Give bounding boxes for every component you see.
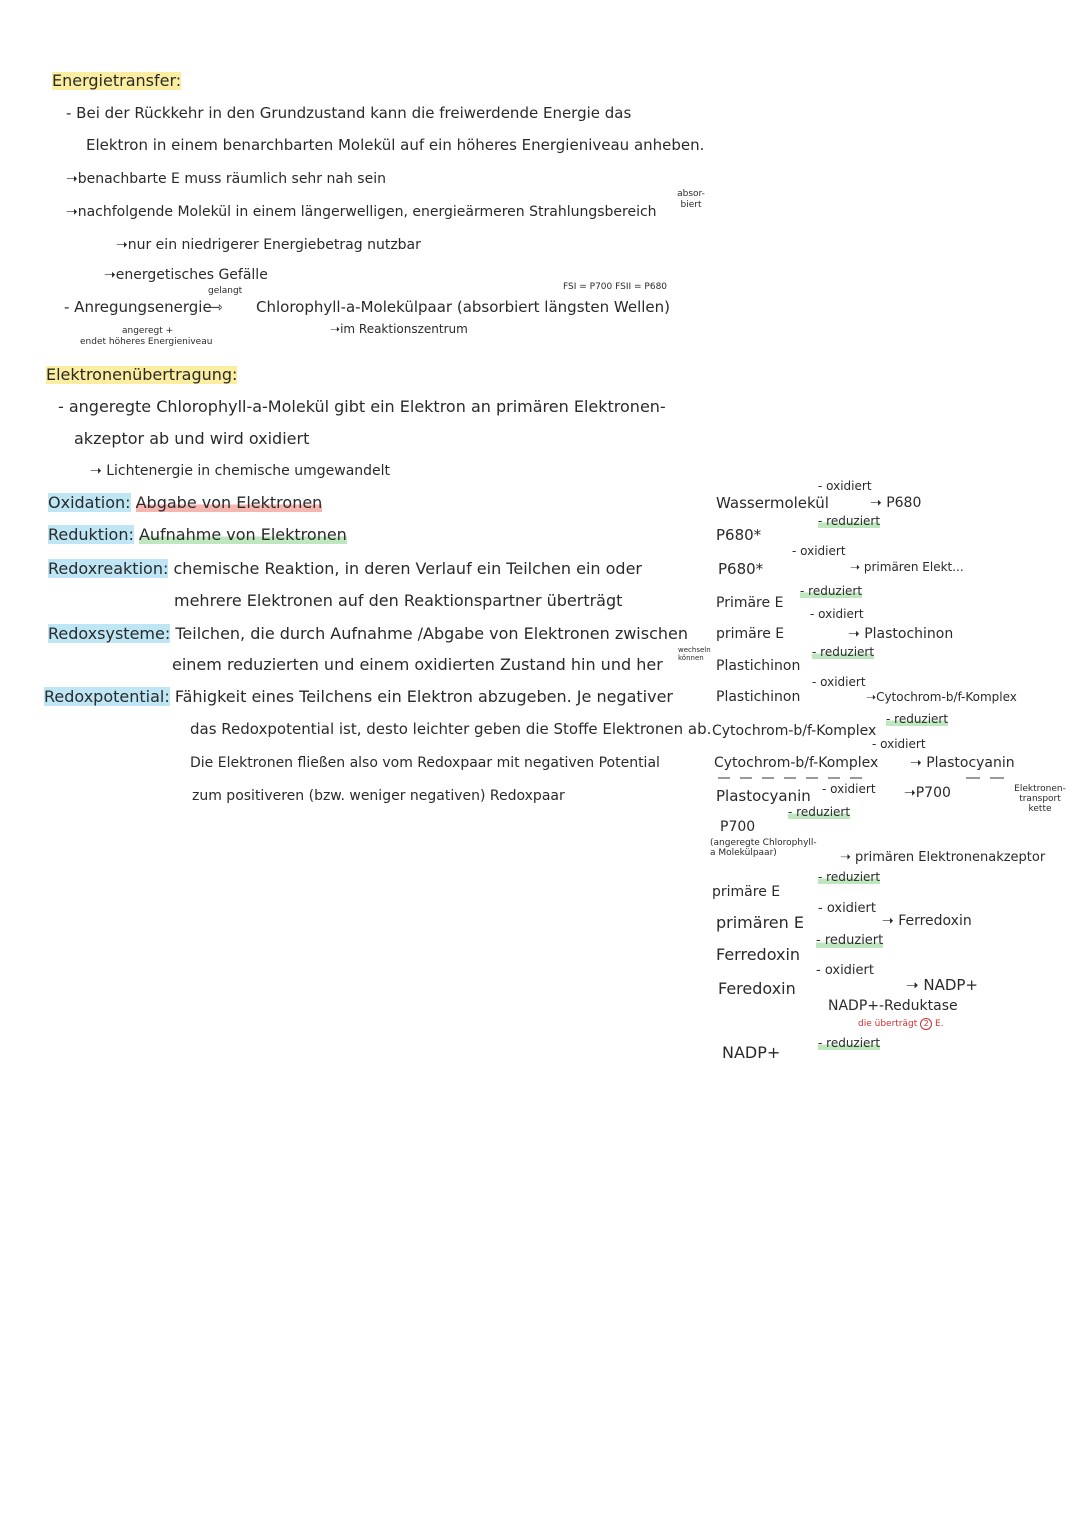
arrow-icon: ➝: [850, 560, 864, 574]
reaktionszentrum-note: ➝im Reaktionszentrum: [330, 322, 468, 336]
arrow-icon: ➝: [866, 690, 877, 704]
chain-plastocyanin: Plastocyanin: [716, 787, 811, 805]
energy-line-2: Elektron in einem benarchbarten Molekül auf ein höheres Energieniveau anheben.: [86, 136, 705, 154]
chain-ferredoxin-1: Ferredoxin: [716, 945, 801, 964]
chain-ferredoxin-target: ➝ Ferredoxin: [882, 913, 972, 929]
chain-reduktase: NADP+-Reduktase: [828, 998, 958, 1014]
arrow-icon: ➝: [66, 204, 78, 220]
chain-oxidiert-4: - oxidiert: [812, 675, 866, 689]
energy-line-5: ➝nur ein niedrigerer Energiebetrag nutzbar: [116, 237, 421, 253]
chain-oxidiert-3: - oxidiert: [810, 607, 864, 621]
arrow-icon: ➝: [882, 913, 899, 929]
chain-primaeren-4: primären E: [716, 913, 804, 932]
def-redoxreaktion: Redoxreaktion: chemische Reaktion, in deren Verlauf ein Teilchen ein oder: [48, 559, 642, 578]
chain-oxidiert-7: - oxidiert: [818, 901, 876, 916]
transfer-line-2: akzeptor ab und wird oxidiert: [74, 429, 310, 448]
arrow-icon: ➝: [870, 495, 887, 511]
chain-reduziert-8: - reduziert: [818, 1036, 881, 1050]
chain-p700: P700: [720, 819, 756, 835]
def-redoxsysteme: Redoxsysteme: Teilchen, die durch Aufnahme /Abgabe von Elektronen zwischen: [48, 624, 688, 643]
def-redoxpotential: Redoxpotential: Fähigkeit eines Teilchens ein Elektron abzugeben. Je negativer: [44, 687, 673, 706]
term-redoxreaktion: Redoxreaktion:: [48, 559, 169, 578]
def-redoxpotential-2: das Redoxpotential ist, desto leichter geben die Stoffe Elektronen ab.: [190, 720, 712, 738]
chain-oxidiert-1: - oxidiert: [818, 479, 872, 493]
absorbiert-note: absor- biert: [677, 189, 705, 210]
transfer-line-1: - angeregte Chlorophyll-a-Molekül gibt ein Elektron an primären Elektronen-: [58, 397, 666, 416]
chain-primaere-3: primäre E: [712, 884, 781, 900]
arrow-icon: ➝: [840, 850, 856, 865]
heading-energietransfer: Energietransfer:: [52, 71, 182, 90]
term-redoxpotential: Redoxpotential:: [44, 687, 170, 706]
chain-p680star-2: P680*: [718, 560, 764, 578]
chain-primaere-1: Primäre E: [716, 595, 784, 611]
two-circle: 2: [920, 1018, 932, 1030]
energy-line-3: ➝benachbarte E muss räumlich sehr nah sein: [66, 171, 386, 187]
def-redoxreaktion-2: mehrere Elektronen auf den Reaktionspartner überträgt: [174, 591, 623, 610]
chain-primaeren-akzeptor: ➝ primären Elektronenakzeptor: [840, 850, 1046, 865]
chlorophyll-line: Chlorophyll-a-Molekülpaar (absorbiert längsten Wellen): [256, 298, 671, 316]
term-redoxsysteme: Redoxsysteme:: [48, 624, 171, 643]
chain-reduziert-2: - reduziert: [800, 584, 863, 598]
chain-p680star-1: P680*: [716, 526, 762, 544]
chain-p700-target: ➝P700: [904, 785, 951, 801]
chain-p680-target: ➝ P680: [870, 495, 922, 511]
energy-line-1: - Bei der Rückkehr in den Grundzustand kann die freiwerdende Energie das: [66, 104, 632, 122]
chain-plastocyanin-target: ➝ Plastocyanin: [910, 755, 1015, 771]
chain-reduziert-3: - reduziert: [812, 645, 875, 659]
chain-ferredoxin-2: Feredoxin: [718, 979, 796, 998]
chain-reduziert-5: - reduziert: [788, 805, 851, 819]
def-reduktion-text: Aufnahme von Elektronen: [138, 525, 347, 544]
arrow-icon: ➝: [104, 267, 116, 283]
arrow-icon: ➝: [116, 237, 128, 253]
chain-oxidiert-8: - oxidiert: [816, 963, 874, 978]
chain-primaeren-elek: ➝ primären Elekt...: [850, 560, 964, 574]
chain-nadp: NADP+: [722, 1043, 781, 1062]
photosystem-note: FSI = P700 FSII = P680: [563, 282, 668, 292]
arrow-icon: ➝: [90, 463, 107, 479]
arrow-icon: ➝: [848, 626, 865, 642]
anregungsenergie: - Anregungsenergie: [64, 298, 212, 316]
chain-cyt-1: Cytochrom-b/f-Komplex: [712, 723, 877, 739]
def-redoxsysteme-2: einem reduzierten und einem oxidierten Zustand hin und her: [172, 655, 663, 674]
def-redoxpotential-4: zum positiveren (bzw. weniger negativen) Redoxpaar: [192, 788, 565, 804]
chain-oxidiert-5: - oxidiert: [872, 737, 926, 751]
chain-reduktase-note: die überträgt 2 E.: [858, 1019, 944, 1029]
chain-reduziert-4: - reduziert: [886, 712, 949, 726]
arrow-icon: ➝: [330, 322, 341, 336]
chain-plastichinon-1: Plastichinon: [716, 658, 801, 674]
arrow-icon: ➝: [66, 171, 78, 187]
wechseln-note: wechseln können: [678, 646, 711, 662]
chain-reduziert-1: - reduziert: [818, 514, 881, 528]
arrow-icon: ⇾: [210, 298, 223, 316]
def-oxidation-text: Abgabe von Elektronen: [135, 493, 323, 512]
term-oxidation: Oxidation:: [48, 493, 131, 512]
endet-note: endet höheres Energieniveau: [80, 337, 213, 347]
arrow-icon: ➝: [906, 976, 924, 994]
arrow-icon: ➝: [904, 785, 916, 801]
chain-plastochinon-target: ➝ Plastochinon: [848, 626, 954, 642]
def-redoxpotential-3: Die Elektronen fließen also vom Redoxpaar mit negativen Potential: [190, 755, 660, 771]
chain-reduziert-6: - reduziert: [818, 870, 881, 884]
chain-wassermolekuel: Wassermolekül: [716, 494, 829, 512]
angeregt-note: angeregt +: [122, 326, 174, 336]
term-reduktion: Reduktion:: [48, 525, 134, 544]
chain-etk-note: Elektronen- transport kette: [1014, 784, 1066, 814]
energy-line-6: ➝energetisches Gefälle: [104, 267, 268, 283]
chain-oxidiert-6: - oxidiert: [822, 782, 876, 796]
chain-plastichinon-2: Plastichinon: [716, 689, 801, 705]
heading-elektronenuebertragung: Elektronenübertragung:: [46, 365, 238, 384]
transfer-line-3: ➝ Lichtenergie in chemische umgewandelt: [90, 463, 391, 479]
chain-cyt-target: ➝Cytochrom-b/f-Komplex: [866, 690, 1017, 704]
chain-primaere-2: primäre E: [716, 626, 785, 642]
energy-line-4: ➝nachfolgende Molekül in einem längerwelligen, energieärmeren Strahlungsbereich: [66, 204, 657, 220]
chain-reduziert-7: - reduziert: [816, 933, 884, 948]
chain-cyt-2: Cytochrom-b/f-Komplex: [714, 755, 879, 771]
gelangt-note: gelangt: [208, 286, 243, 296]
chain-oxidiert-2: - oxidiert: [792, 544, 846, 558]
arrow-icon: ➝: [910, 755, 927, 771]
chain-p700-note: (angeregte Chlorophyll-a Molekülpaar): [710, 838, 817, 858]
chain-nadp-target: ➝ NADP+: [906, 976, 978, 994]
